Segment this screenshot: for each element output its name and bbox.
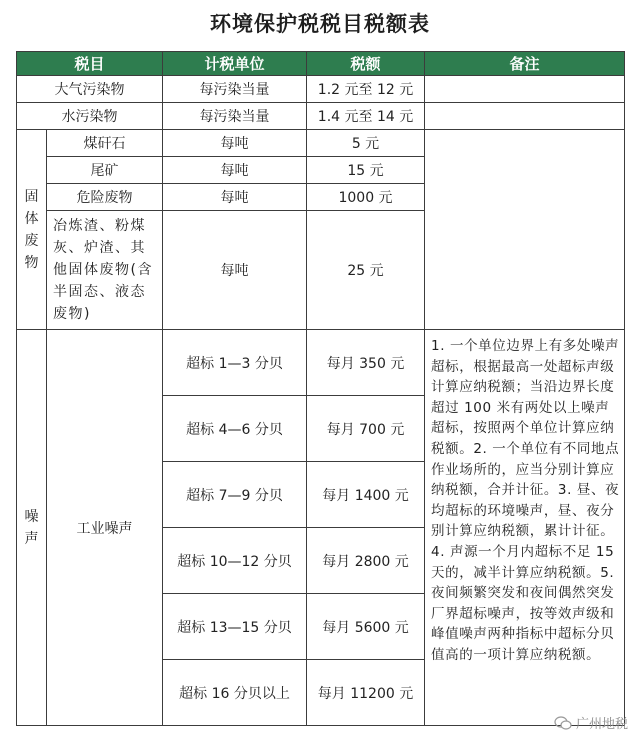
noise-unit: 超标 10—12 分贝 — [163, 528, 307, 594]
table-row — [17, 103, 625, 130]
solid-amount: 25 元 — [307, 211, 425, 330]
header-row — [17, 52, 625, 76]
noise-unit: 超标 16 分贝以上 — [163, 660, 307, 726]
noise-unit: 超标 13—15 分贝 — [163, 594, 307, 660]
noise-amount: 每月 11200 元 — [307, 660, 425, 726]
noise-item: 工业噪声 — [47, 330, 163, 726]
tax-table — [16, 51, 625, 726]
solid-item: 煤矸石 — [47, 130, 163, 157]
solid-waste-category: 固 体 废 物 — [17, 130, 47, 330]
solid-item: 尾矿 — [47, 157, 163, 184]
air-amount: 1.2 元至 12 元 — [307, 76, 425, 103]
noise-amount: 每月 700 元 — [307, 396, 425, 462]
watermark-text: 广州地税 — [575, 717, 628, 732]
noise-amount: 每月 1400 元 — [307, 462, 425, 528]
noise-amount: 每月 350 元 — [307, 330, 425, 396]
header-unit: 计税单位 — [163, 52, 307, 76]
solid-amount: 15 元 — [307, 157, 425, 184]
solid-unit: 每吨 — [163, 130, 307, 157]
noise-amount: 每月 5600 元 — [307, 594, 425, 660]
solid-amount: 1000 元 — [307, 184, 425, 211]
solid-unit: 每吨 — [163, 184, 307, 211]
solid-amount: 5 元 — [307, 130, 425, 157]
wechat-icon — [554, 716, 572, 730]
header-note: 备注 — [425, 52, 625, 76]
noise-category: 噪 声 — [17, 330, 47, 726]
header-amount: 税额 — [307, 52, 425, 76]
solid-unit: 每吨 — [163, 157, 307, 184]
table-row — [17, 330, 625, 396]
noise-unit: 超标 7—9 分贝 — [163, 462, 307, 528]
table-row — [17, 130, 625, 157]
solid-item: 冶炼渣、粉煤灰、炉渣、其他固体废物(含半固态、液态废物) — [47, 211, 163, 330]
water-amount: 1.4 元至 14 元 — [307, 103, 425, 130]
water-item: 水污染物 — [17, 103, 163, 130]
watermark — [554, 713, 628, 732]
solid-item: 危险废物 — [47, 184, 163, 211]
air-item: 大气污染物 — [17, 76, 163, 103]
air-note — [425, 76, 625, 103]
noise-amount: 每月 2800 元 — [307, 528, 425, 594]
header-item: 税目 — [17, 52, 163, 76]
water-note — [425, 103, 625, 130]
noise-unit: 超标 1—3 分贝 — [163, 330, 307, 396]
noise-note: 1. 一个单位边界上有多处噪声超标，根据最高一处超标声级计算应纳税额；当沿边界长度超过 100 米有两处以上噪声超标，按照两个单位计算应纳税额。2. 一个单位有不同地点作业场所的，应当分别计算应纳税额，合并计征。3. 昼、夜均超标的环境噪声，昼、夜分别计算应纳税额，累计计征。4. 声源一个月内超标不足 15 天的，减半计算应纳税额。5. 夜间频繁突发和夜间偶然突发厂界超标噪声，按等效声级和峰值噪声两种指标中超标分贝值高的一项计算应纳税额。 — [425, 330, 625, 726]
page-title: 环境保护税税目税额表 — [210, 12, 430, 36]
air-unit: 每污染当量 — [163, 76, 307, 103]
water-unit: 每污染当量 — [163, 103, 307, 130]
table-row — [17, 76, 625, 103]
solid-note — [425, 130, 625, 330]
solid-unit: 每吨 — [163, 211, 307, 330]
noise-unit: 超标 4—6 分贝 — [163, 396, 307, 462]
